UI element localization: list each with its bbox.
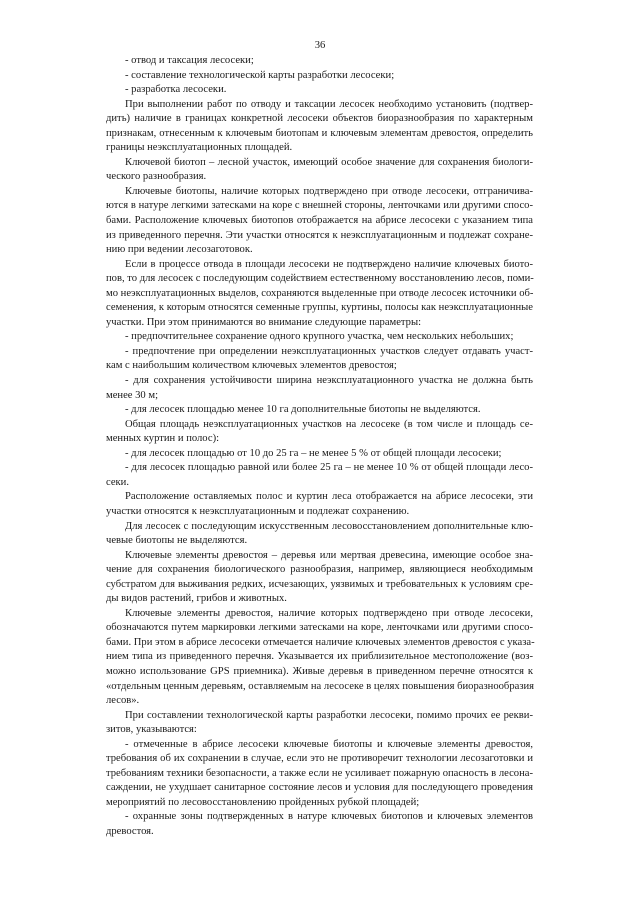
text-line: пов, то для лесосек с последующим содействием естественному восстановлению лесов, поми- — [106, 273, 534, 285]
text-line: Если в процессе отвода в площади лесосеки не подтверждено наличие ключевых биото- — [125, 258, 533, 270]
text-line: чение для сохранения биологического разнообразия, например, являющиеся необходимым — [106, 564, 533, 576]
text-line: нию при ведении лесозаготовок. — [106, 244, 253, 256]
body-text — [106, 54, 533, 840]
text-line: требованиям техники безопасности, а также если не усиливает пожарную опасность в лесона- — [106, 767, 533, 779]
text-line: Ключевые элементы древостоя – деревья или мертвая древесина, имеющие особое зна- — [125, 549, 533, 561]
text-line: зитов, указываются: — [106, 724, 197, 736]
text-line: границы неэксплуатационных площадей. — [106, 142, 293, 154]
text-line: участки относятся к неэксплуатационным и подлежат сохранению. — [106, 505, 410, 517]
text-line: - для сохранения устойчивости ширина неэксплуатационного участка не должна быть — [125, 375, 533, 387]
text-line: обозначаются путем маркировки легкими затесками на коре, ленточками или другими спосо- — [106, 622, 533, 634]
text-line: лесов». — [106, 695, 140, 707]
text-line: - составление технологической карты разработки лесосеки; — [125, 69, 395, 81]
text-line: - отвод и таксация лесосеки; — [125, 55, 254, 66]
text-line: При выполнении работ по отводу и таксации лесосек необходимо установить (подтвер- — [125, 98, 533, 110]
text-line: менее 30 м; — [106, 389, 159, 401]
text-line: ды видов растений, грибов и животных. — [106, 593, 287, 605]
text-line: признакам, отнесенным к ключевым биотопам и ключевым элементам древостоя, определить — [106, 127, 533, 139]
text-line: участки. При этом принимаются во внимание следующие параметры: — [106, 316, 422, 328]
text-line: ческого разнообразия. — [106, 171, 207, 183]
text-line: чевые биотопы не выделяются. — [106, 535, 248, 547]
text-line: мо неэксплуатационных выделов, сохраняются выделенные при отводе лесосек источники об- — [106, 287, 534, 299]
text-line: бами. Расположение ключевых биотопов отображается на абрисе лесосеки с указанием типа — [106, 215, 533, 227]
text-line: дить) наличие в границах конкретной лесосеки объектов биоразнообразия по характерным — [106, 113, 533, 125]
text-line: - предпочтение при определении неэксплуатационных участков следует отдавать участ- — [125, 345, 533, 357]
text-line: требования об их сохранении в случае, если это не противоречит технологии лесозаготовки и — [106, 753, 533, 765]
text-line: Ключевой биотоп – лесной участок, имеющий особое значение для сохранения биологи- — [125, 156, 533, 168]
text-line: ются в натуре легкими затесками на коре с внешней стороны, ленточками или другими спосо- — [106, 200, 533, 212]
text-line: семенения, к которым относятся семенные группы, куртины, полосы как неэксплуатационные — [106, 302, 533, 314]
text-line: - отмеченные в абрисе лесосеки ключевые биотопы и ключевые элементы древостоя, — [125, 738, 533, 750]
text-line: Общая площадь неэксплуатационных участков на лесосеке (в том числе и площадь се- — [125, 418, 533, 430]
text-line: из приведенного перечня. Эти участки относятся к неэксплуатационным и подлежат сохране- — [106, 229, 533, 241]
text-line: «отдельным ценным деревьям, оставляемым на лесосеке в целях повышения биоразнообразия — [106, 680, 535, 692]
text-line: Для лесосек с последующим искусственным лесовосстановлением дополнительные клю- — [125, 520, 533, 532]
text-line: - разработка лесосеки. — [125, 84, 227, 96]
text-line: бами. При этом в абрисе лесосеки отмечается наличие ключевых элементов древостоя с указа- — [106, 636, 535, 648]
text-line: - охранные зоны подтвержденных в натуре ключевых биотопов и ключевых элементов — [125, 811, 533, 823]
text-line: Ключевые элементы древостоя, наличие которых подтверждено при отводе лесосеки, — [125, 607, 533, 619]
text-line: - предпочтительнее сохранение одного крупного участка, чем нескольких небольших; — [125, 331, 514, 343]
text-line: нием типа из приведенного перечня. Указывается их приблизительное местоположение (воз- — [106, 651, 533, 663]
text-line: саждении, не ухудшает санитарное состояние лесов и условия для последующего проведения — [106, 782, 533, 794]
text-line: субстратом для выживания редких, исчезающих, уязвимых и требовательных к условиям сре- — [106, 578, 533, 590]
text-line: Ключевые биотопы, наличие которых подтверждено при отводе лесосеки, отграничива- — [125, 185, 533, 197]
text-line: - для лесосек площадью от 10 до 25 га – не менее 5 % от общей площади лесосеки; — [125, 447, 502, 459]
text-line: Расположение оставляемых полос и куртин леса отображается на абрисе лесосеки, эти — [125, 491, 533, 503]
text-line: древостоя. — [106, 825, 154, 837]
text-line: можно использование GPS приемника). Живые деревья в приведенном перечне относятся к — [106, 665, 533, 677]
text-line: кам с наибольшим количеством ключевых элементов древостоя; — [106, 360, 397, 372]
text-line: секи. — [106, 476, 129, 488]
text-line: - для лесосек площадью равной или более 25 га – не менее 10 % от общей площади лесо- — [125, 462, 533, 474]
text-line: При составлении технологической карты разработки лесосеки, помимо прочих ее рекви- — [125, 709, 533, 721]
text-line: - для лесосек площадью менее 10 га дополнительные биотопы не выделяются. — [125, 404, 481, 416]
page-number: 36 — [314, 40, 326, 51]
text-line: менных куртин и полос): — [106, 433, 220, 445]
text-line: мероприятий по лесовосстановлению пройденных рубкой площадей; — [106, 796, 420, 808]
